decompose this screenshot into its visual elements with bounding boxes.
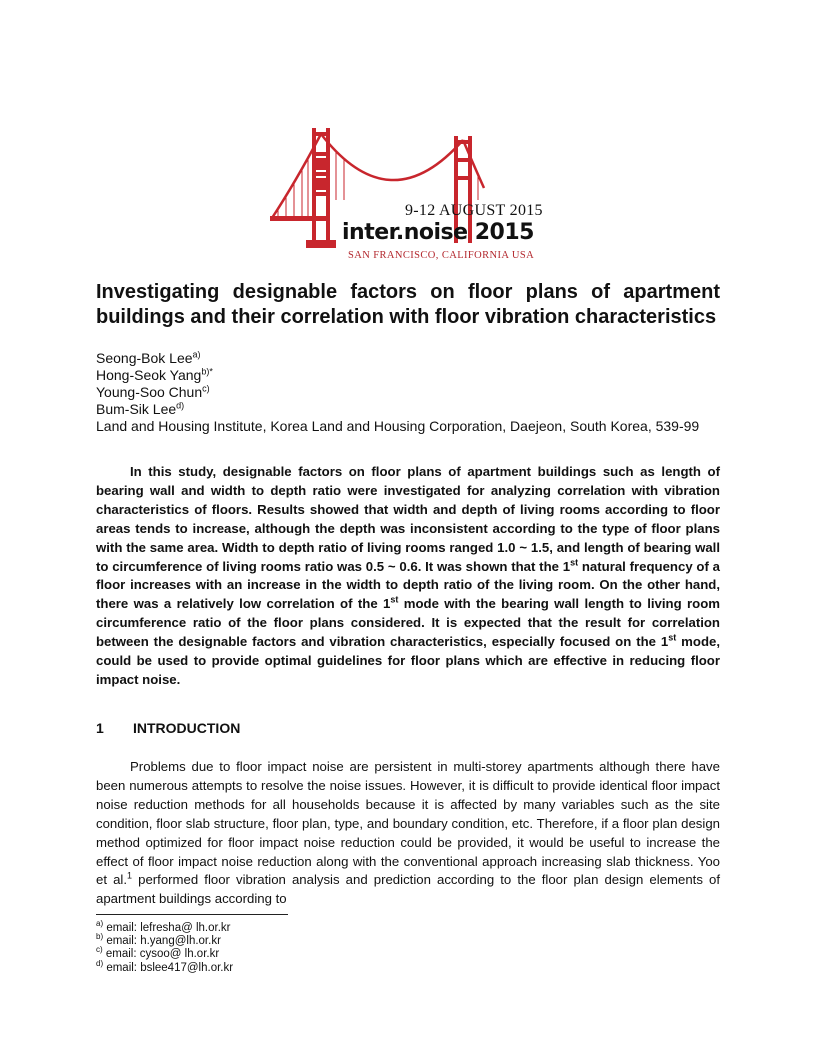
abstract: In this study, designable factors on floor plans of apartment buildings such as length of bearing wall and width to depth ratio were investigated for analyzing correlation with vibration characteristics of floors. Results showed that width and depth of living rooms according to floor areas tends to increase, although the depth was inconsistent according to the type of floor plans with the same area. Width to depth ratio of living rooms ranged 1.0 ~ 1.5, and length of bearing wall to circumference of living rooms ratio was 0.5 ~ 0.6. It was shown that the 1st natural frequency of a floor increases with an increase in the width to depth ratio of the living room. On the other hand, there was a relatively low correlation of the 1st mode with the bearing wall length to living room circumference ratio of the floor plans considered. It is expected that the result for correlation between the designable factors and vibration characteristics, especially focused on the 1st mode, could be used to provide optimal guidelines for floor plans which are effective in reducing floor impact noise. <box>96 464 721 687</box>
footnote: $^{b)}$ email: h.yang@lh.or.kr <box>96 932 221 948</box>
footnote-divider <box>96 914 288 915</box>
conference-location: SAN FRANCISCO, CALIFORNIA USA <box>348 250 535 261</box>
author-name: Seong-Bok Lee <box>96 350 193 366</box>
author-name: Young-Soo Chun <box>96 384 203 400</box>
footnotes <box>96 919 234 975</box>
author-name: Bum-Sik Lee <box>96 401 177 417</box>
author <box>96 384 736 401</box>
reference-mark: 1 <box>127 871 133 882</box>
conference-date: 9-12 AUGUST 2015 <box>405 202 543 219</box>
section-heading <box>96 720 240 736</box>
author-mark: b)* <box>201 366 213 377</box>
section-number: 1 <box>96 720 104 736</box>
footnote: $^{c)}$ email: cysoo@ lh.or.kr <box>96 945 220 961</box>
footnote: $^{d)}$ email: bslee417@lh.or.kr <box>96 958 234 974</box>
author-mark: a) <box>192 349 201 360</box>
introduction-paragraph: Problems due to floor impact noise are persistent in multi-storey apartments although there have been numerous attempts to resolve the noise issues. However, it is difficult to provide identical floor impact noise reduction methods for all households because it is affected by many variables such as the site condition, floor slab structure, floor plan, type, and boundary condition, etc. Therefore, if a floor plan design method optimized for floor impact noise reduction could be provided, it would be useful to increase the effect of floor impact noise reduction along with the conventional approach increasing slab thickness. Yoo et al.$^1$ performed floor vibration analysis and prediction according to the floor plan design elements of apartment buildings according to <box>96 759 720 907</box>
section-title: INTRODUCTION <box>133 720 241 736</box>
footnote: $^{a)}$ email: lefresha@ lh.or.kr <box>96 919 231 934</box>
affiliation: Land and Housing Institute, Korea Land and Housing Corporation, Daejeon, South Korea, 539-99 <box>96 418 700 434</box>
author <box>96 401 736 418</box>
author-mark: c) <box>202 383 210 394</box>
conference-name: inter.noise 2015 <box>342 220 534 245</box>
author-block <box>96 350 736 435</box>
author-mark: d) <box>176 400 185 411</box>
conference-logo <box>270 128 550 264</box>
paper-title: Investigating designable factors on floor plans of apartment buildings and their correlation with floor vibration characteristics <box>96 281 720 328</box>
author <box>96 350 736 367</box>
author-name: Hong-Seok Yang <box>96 367 202 383</box>
author <box>96 367 736 384</box>
